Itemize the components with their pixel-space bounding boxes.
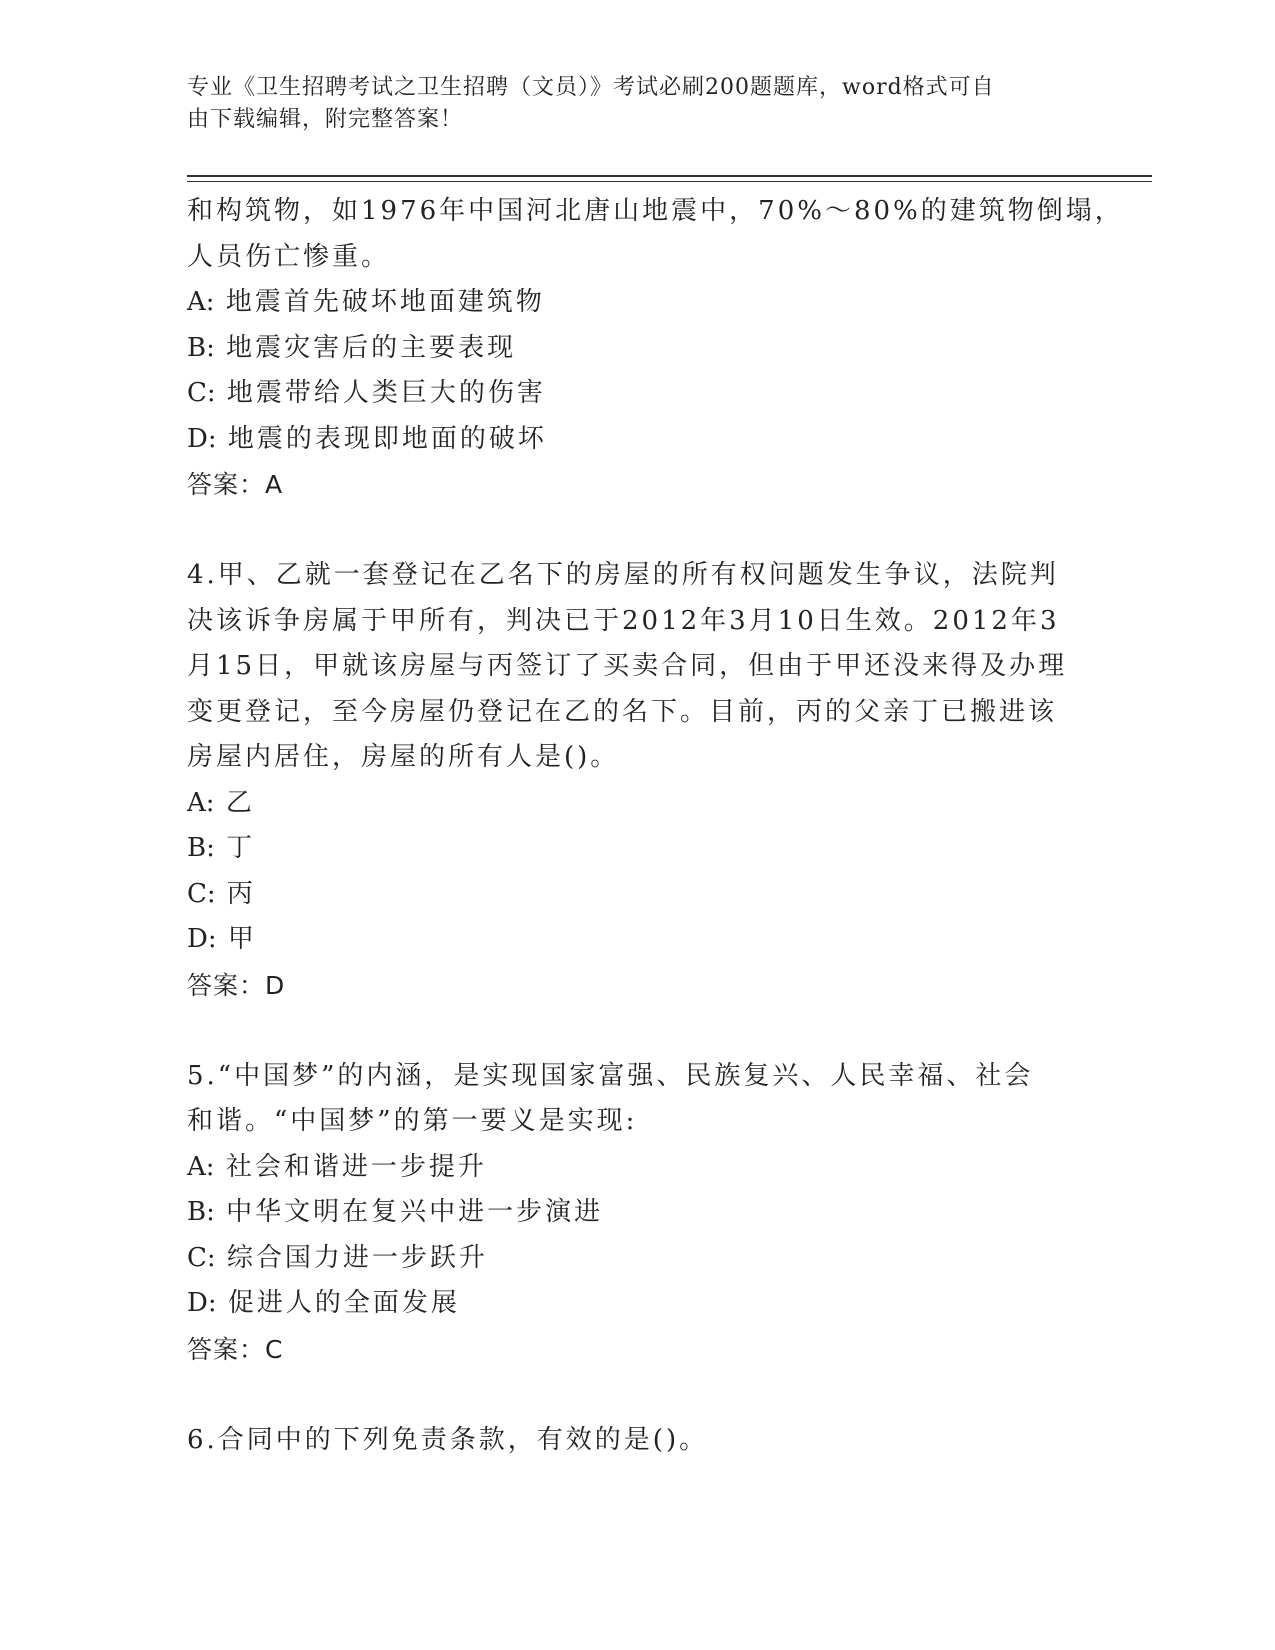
option-letter: A:	[187, 787, 215, 818]
option-text: 地震首先破坏地面建筑物	[225, 287, 545, 317]
question-text-line: 房屋内居住，房屋的所有人是()。	[187, 742, 620, 772]
option-a	[187, 781, 1077, 827]
option-a	[187, 280, 1077, 326]
option-letter: A:	[187, 287, 215, 317]
option-d	[187, 1281, 1077, 1327]
option-text: 促进人的全面发展	[227, 1288, 460, 1318]
option-b	[187, 326, 1077, 372]
question-text-line: 月15日，甲就该房屋与丙签订了买卖合同，但由于甲还没来得及办理	[187, 651, 1068, 681]
question-text-line: 4.甲、乙就一套登记在乙名下的房屋的所有权问题发生争议，法院判	[187, 560, 1059, 590]
option-text: 丙	[226, 878, 256, 909]
option-text: 甲	[227, 924, 257, 954]
answer-line: 答案：C	[187, 1334, 284, 1364]
question-text-line: 决该诉争房属于甲所有，判决已于2012年3月10日生效。2012年3	[187, 605, 1060, 636]
option-b	[187, 826, 1077, 872]
question-4	[187, 553, 1077, 1008]
option-text: 地震的表现即地面的破坏	[227, 423, 547, 454]
option-letter: B:	[187, 332, 215, 363]
question-text-line: 人员伤亡惨重。	[187, 241, 391, 272]
option-d	[187, 917, 1077, 963]
question-text-line: 6.合同中的下列免责条款，有效的是()。	[187, 1424, 709, 1455]
option-letter: C:	[187, 1242, 216, 1273]
option-text: 乙	[225, 787, 255, 818]
option-letter: B:	[187, 1197, 215, 1227]
question-content	[187, 189, 1124, 1463]
question-spacer	[187, 1372, 1077, 1418]
option-letter: C:	[187, 878, 216, 909]
answer-line: 答案：A	[187, 470, 284, 499]
option-letter: B:	[187, 833, 215, 863]
option-text: 地震灾害后的主要表现	[226, 332, 517, 363]
option-letter: D:	[187, 423, 217, 454]
header-divider-thick	[187, 175, 1152, 177]
option-c	[187, 1236, 1077, 1282]
answer-line: 答案：D	[187, 970, 286, 1000]
option-letter: D:	[187, 924, 217, 954]
header-line: 专业《卫生招聘考试之卫生招聘（文员）》考试必刷200题题库，word格式可自	[187, 75, 995, 100]
question-3-continuation	[187, 189, 1124, 508]
header-line: 由下载编辑，附完整答案！	[187, 107, 464, 132]
option-c	[187, 371, 1077, 417]
option-c	[187, 872, 1077, 918]
option-d	[187, 417, 1077, 463]
question-text-line: 5.“中国梦”的内涵，是实现国家富强、民族复兴、人民幸福、社会	[187, 1060, 1034, 1091]
question-text-line: 变更登记，至今房屋仍登记在乙的名下。目前，丙的父亲丁已搬进该	[187, 696, 1058, 727]
option-text: 地震带给人类巨大的伤害	[226, 378, 546, 408]
option-letter: D:	[187, 1288, 217, 1318]
header-divider-thin	[187, 181, 1152, 182]
question-spacer	[187, 1008, 1077, 1054]
option-letter: C:	[187, 378, 216, 408]
option-text: 综合国力进一步跃升	[226, 1242, 488, 1273]
option-letter: A:	[187, 1151, 215, 1182]
question-5	[187, 1054, 1077, 1373]
option-text: 丁	[226, 833, 256, 863]
option-a	[187, 1145, 1077, 1191]
option-text: 社会和谐进一步提升	[225, 1151, 487, 1182]
question-text-line: 和构筑物，如1976年中国河北唐山地震中，70%～80%的建筑物倒塌，	[187, 196, 1124, 226]
document-header	[187, 72, 1067, 136]
option-text: 中华文明在复兴中进一步演进	[226, 1197, 604, 1227]
option-b	[187, 1190, 1077, 1236]
question-text-line: 和谐。“中国梦”的第一要义是实现:	[187, 1106, 638, 1136]
question-6	[187, 1418, 1077, 1464]
question-spacer	[187, 508, 1077, 554]
